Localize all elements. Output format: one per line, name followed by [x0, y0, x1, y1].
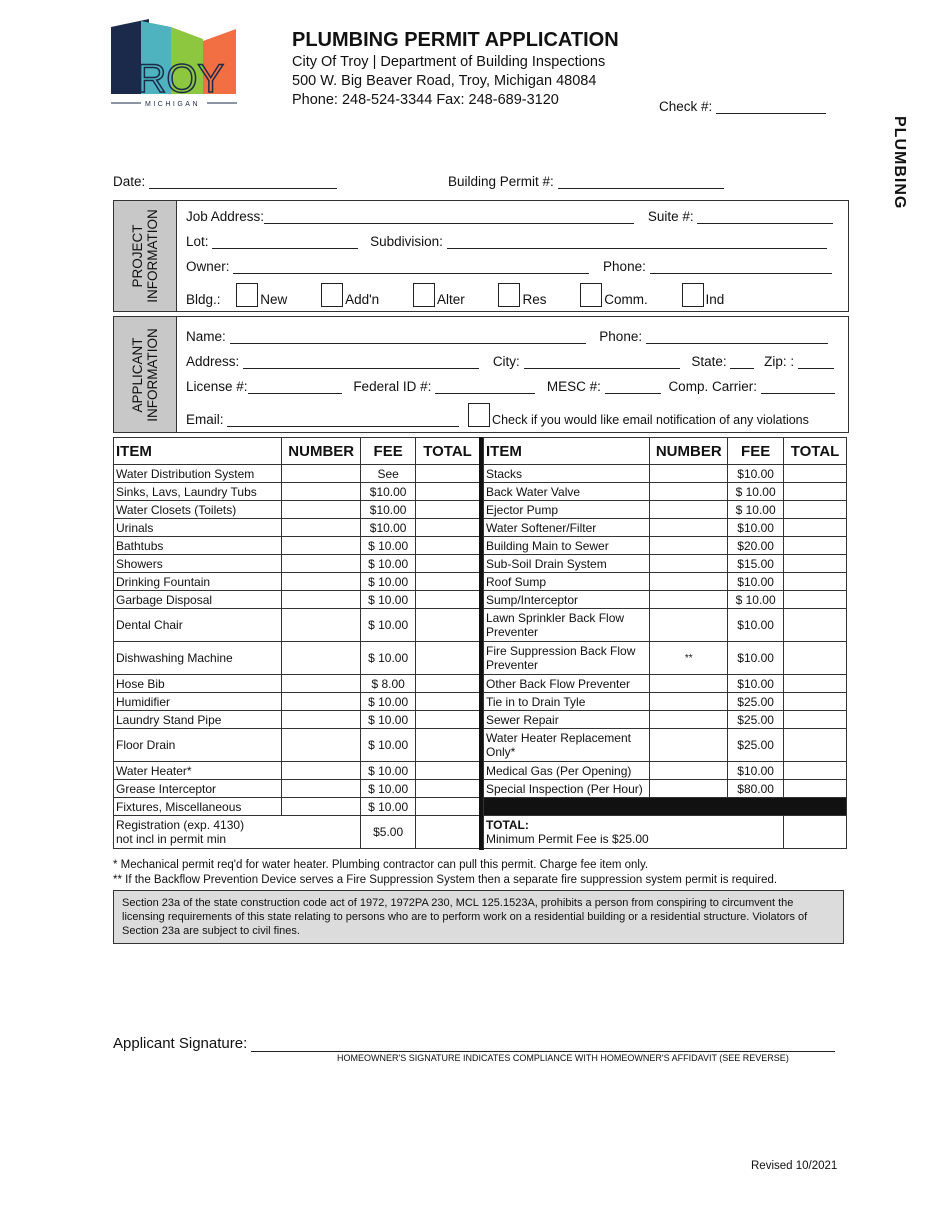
- bldg-new-label: New: [260, 292, 288, 307]
- page-title: PLUMBING PERMIT APPLICATION: [292, 29, 619, 51]
- table-row: [484, 729, 847, 762]
- header-fee: FEE: [728, 438, 784, 465]
- fee-cell: $10.00: [361, 519, 416, 537]
- building-permit-field: [448, 174, 724, 189]
- footnotes: [113, 858, 873, 888]
- fee-cell: See: [361, 465, 416, 483]
- header-item: ITEM: [114, 438, 282, 465]
- registration-cell: [114, 816, 361, 849]
- table-row: [114, 693, 480, 711]
- bldg-row: [186, 283, 724, 307]
- fee-table-left-wrap: [113, 437, 480, 849]
- fee-cell: $10.00: [361, 501, 416, 519]
- fee-cell: $ 10.00: [361, 780, 416, 798]
- number-cell[interactable]: [282, 501, 361, 519]
- item-cell: Special Inspection (Per Hour): [484, 780, 650, 798]
- table-row: [484, 555, 847, 573]
- item-cell: Garbage Disposal: [114, 591, 282, 609]
- bldg-addn-checkbox[interactable]: [321, 283, 343, 307]
- bldg-label: Bldg.:: [186, 292, 221, 307]
- number-cell[interactable]: [650, 609, 728, 642]
- number-cell[interactable]: [282, 711, 361, 729]
- owner-input[interactable]: [233, 259, 589, 274]
- fee-cell: $ 10.00: [728, 483, 784, 501]
- table-row: [114, 465, 480, 483]
- number-cell[interactable]: [282, 519, 361, 537]
- signature-field: [113, 1035, 835, 1052]
- table-row: [484, 591, 847, 609]
- date-input[interactable]: [149, 174, 337, 189]
- table-row: [484, 609, 847, 642]
- item-cell: Fire Suppression Back Flow Preventer: [484, 642, 650, 675]
- number-cell[interactable]: [282, 465, 361, 483]
- fee-cell: $ 8.00: [361, 675, 416, 693]
- item-cell: Ejector Pump: [484, 501, 650, 519]
- total-cell[interactable]: [416, 762, 480, 780]
- item-cell: Laundry Stand Pipe: [114, 711, 282, 729]
- total-cell[interactable]: [784, 762, 847, 780]
- number-cell[interactable]: [650, 519, 728, 537]
- footnote-2: ** If the Backflow Prevention Device serves a Fire Suppression System then a separate fire suppression system permit is required.: [113, 874, 778, 886]
- number-cell[interactable]: [650, 483, 728, 501]
- applicant-phone-input[interactable]: [646, 329, 828, 344]
- number-cell[interactable]: [650, 591, 728, 609]
- total-cell[interactable]: [416, 519, 480, 537]
- table-row: [114, 780, 480, 798]
- email-input[interactable]: [227, 412, 459, 427]
- total-cell[interactable]: [416, 780, 480, 798]
- job-address-label: Job Address:: [186, 209, 265, 224]
- project-label-1: PROJECT: [130, 224, 145, 288]
- applicant-address-label: Address:: [186, 354, 240, 369]
- applicant-zip-input[interactable]: [798, 354, 834, 369]
- bldg-comm-label: Comm.: [604, 292, 648, 307]
- applicant-name-input[interactable]: [230, 329, 586, 344]
- blackout-row: [484, 798, 847, 816]
- table-row: [114, 762, 480, 780]
- total-cell[interactable]: [416, 711, 480, 729]
- table-row: [484, 573, 847, 591]
- total-cell[interactable]: [416, 675, 480, 693]
- item-cell: Urinals: [114, 519, 282, 537]
- fee-table-left: [113, 437, 480, 849]
- applicant-state-label: State:: [691, 354, 727, 369]
- total-cell[interactable]: [784, 642, 847, 675]
- owner-label: Owner:: [186, 259, 230, 274]
- item-cell: Sinks, Lavs, Laundry Tubs: [114, 483, 282, 501]
- bldg-new-checkbox[interactable]: [236, 283, 258, 307]
- header-total: TOTAL: [416, 438, 480, 465]
- project-side-label: [114, 201, 177, 311]
- item-cell: Grease Interceptor: [114, 780, 282, 798]
- fee-cell: $10.00: [728, 573, 784, 591]
- total-cell[interactable]: [416, 609, 480, 642]
- table-row: [114, 642, 480, 675]
- header-total: TOTAL: [784, 438, 847, 465]
- number-cell[interactable]: [282, 780, 361, 798]
- job-address-input[interactable]: [264, 209, 634, 224]
- building-permit-input[interactable]: [558, 174, 724, 189]
- fee-cell: $80.00: [728, 780, 784, 798]
- item-cell: Dental Chair: [114, 609, 282, 642]
- applicant-zip-label: Zip: :: [764, 354, 795, 369]
- item-cell: Sump/Interceptor: [484, 591, 650, 609]
- table-row: [484, 483, 847, 501]
- applicant-side-label: [114, 317, 177, 432]
- table-row: [484, 762, 847, 780]
- total-row: [484, 816, 847, 849]
- total-cell[interactable]: [784, 519, 847, 537]
- fee-cell: $25.00: [728, 693, 784, 711]
- fee-cell: $ 10.00: [728, 501, 784, 519]
- logo-michigan: MICHIGAN: [145, 101, 200, 108]
- number-cell[interactable]: [650, 729, 728, 762]
- applicant-label-1: APPLICANT: [130, 336, 145, 413]
- table-row: [484, 501, 847, 519]
- email-notification-label: Check if you would like email notification of any violations: [492, 413, 809, 427]
- header-fee: FEE: [361, 438, 416, 465]
- number-cell[interactable]: [650, 555, 728, 573]
- fee-cell: $ 10.00: [361, 798, 416, 816]
- table-row: [484, 465, 847, 483]
- item-cell: Floor Drain: [114, 729, 282, 762]
- item-cell: Showers: [114, 555, 282, 573]
- item-cell: Back Water Valve: [484, 483, 650, 501]
- total-cell[interactable]: [416, 591, 480, 609]
- item-cell: Water Heater*: [114, 762, 282, 780]
- item-cell: Water Distribution System: [114, 465, 282, 483]
- applicant-license-row: [186, 379, 835, 394]
- table-row: [114, 798, 480, 816]
- header-number: NUMBER: [650, 438, 728, 465]
- fee-cell: $10.00: [728, 609, 784, 642]
- total-cell[interactable]: [416, 693, 480, 711]
- check-input[interactable]: [716, 99, 826, 114]
- number-cell[interactable]: [282, 591, 361, 609]
- fee-cell: $ 10.00: [361, 762, 416, 780]
- check-field: [659, 99, 826, 114]
- total-cell[interactable]: [784, 591, 847, 609]
- suite-input[interactable]: [697, 209, 833, 224]
- bldg-comm-checkbox[interactable]: [580, 283, 602, 307]
- number-cell[interactable]: [650, 501, 728, 519]
- troy-logo: [111, 19, 237, 109]
- table-row: [114, 519, 480, 537]
- total-cell[interactable]: [784, 465, 847, 483]
- table-row: [114, 537, 480, 555]
- applicant-city-label: City:: [492, 354, 520, 369]
- table-row: [484, 780, 847, 798]
- fee-cell: $25.00: [728, 711, 784, 729]
- item-cell: Stacks: [484, 465, 650, 483]
- email-notification-checkbox[interactable]: [468, 403, 490, 427]
- number-cell[interactable]: [282, 483, 361, 501]
- total-cell[interactable]: [784, 483, 847, 501]
- table-row: [114, 729, 480, 762]
- fee-table-right: [483, 437, 847, 849]
- item-cell: Other Back Flow Preventer: [484, 675, 650, 693]
- number-cell[interactable]: [282, 798, 361, 816]
- fee-cell: $ 10.00: [361, 642, 416, 675]
- bldg-res-label: Res: [522, 292, 547, 307]
- applicant-email-row: [186, 403, 809, 427]
- dept-address: 500 W. Big Beaver Road, Troy, Michigan 48084: [292, 73, 597, 89]
- item-cell: Humidifier: [114, 693, 282, 711]
- fee-cell: $10.00: [728, 465, 784, 483]
- table-row: [114, 591, 480, 609]
- total-cell[interactable]: [784, 729, 847, 762]
- bldg-ind-label: Ind: [705, 292, 725, 307]
- total-cell[interactable]: [784, 501, 847, 519]
- item-cell: Water Softener/Filter: [484, 519, 650, 537]
- item-cell: Sub-Soil Drain System: [484, 555, 650, 573]
- footnote-1: * Mechanical permit req'd for water heater. Plumbing contractor can pull this permit. Charge fee item only.: [113, 859, 649, 871]
- registration-row: [114, 816, 480, 849]
- applicant-name-label: Name:: [186, 329, 226, 344]
- total-cell[interactable]: [416, 798, 480, 816]
- total-cell[interactable]: [784, 780, 847, 798]
- total-cell[interactable]: [416, 573, 480, 591]
- registration-text-1: Registration (exp. 4130): [116, 818, 245, 832]
- table-row: [484, 693, 847, 711]
- item-cell: Bathtubs: [114, 537, 282, 555]
- subdivision-input[interactable]: [447, 234, 827, 249]
- legal-notice: Section 23a of the state construction code act of 1972, 1972PA 230, MCL 125.1523A, prohibits a person from conspiring to circumvent the licensing requirements of this state relating to persons who are to perform work on a residential building or a residential structure. Violators of Section 23a are subject to civil fines.: [113, 890, 844, 944]
- lot-input[interactable]: [212, 234, 358, 249]
- fee-cell: $10.00: [728, 675, 784, 693]
- mesc-label: MESC #:: [546, 379, 601, 394]
- date-field: [113, 174, 337, 189]
- fee-cell: $20.00: [728, 537, 784, 555]
- total-cell[interactable]: [784, 573, 847, 591]
- total-cell[interactable]: [784, 609, 847, 642]
- signature-note: HOMEOWNER'S SIGNATURE INDICATES COMPLIANCE WITH HOMEOWNER'S AFFIDAVIT (SEE REVERSE): [337, 1053, 789, 1063]
- fee-cell: $ 10.00: [361, 555, 416, 573]
- applicant-address-row: [186, 354, 834, 369]
- comp-carrier-label: Comp. Carrier:: [668, 379, 757, 394]
- mesc-input[interactable]: [605, 379, 661, 394]
- number-cell[interactable]: [282, 693, 361, 711]
- signature-label: Applicant Signature:: [113, 1035, 248, 1052]
- table-row: [114, 501, 480, 519]
- registration-text-2: not incl in permit min: [116, 832, 227, 846]
- number-cell[interactable]: [650, 711, 728, 729]
- fee-cell: $10.00: [728, 519, 784, 537]
- fee-cell: $ 10.00: [361, 711, 416, 729]
- date-label: Date:: [113, 174, 146, 189]
- table-header-row: [484, 438, 847, 465]
- fee-cell: $ 10.00: [361, 729, 416, 762]
- revised-date: Revised 10/2021: [751, 1160, 838, 1172]
- minimum-fee-note: Minimum Permit Fee is $25.00: [486, 832, 649, 846]
- applicant-information-section: [113, 316, 849, 433]
- license-input[interactable]: [248, 379, 342, 394]
- fee-cell: $10.00: [728, 642, 784, 675]
- table-row: [114, 609, 480, 642]
- project-information-section: [113, 200, 849, 312]
- fee-cell: $ 10.00: [361, 693, 416, 711]
- table-row: [114, 483, 480, 501]
- item-cell: Roof Sump: [484, 573, 650, 591]
- grand-total-cell[interactable]: [784, 816, 847, 849]
- number-cell[interactable]: [650, 573, 728, 591]
- total-cell[interactable]: [784, 675, 847, 693]
- number-cell[interactable]: [282, 762, 361, 780]
- number-cell[interactable]: [650, 675, 728, 693]
- table-row: [484, 519, 847, 537]
- dept-name: City Of Troy | Department of Building Inspections: [292, 54, 606, 70]
- owner-phone-label: Phone:: [603, 259, 646, 274]
- applicant-name-row: [186, 329, 828, 344]
- total-cell[interactable]: [416, 729, 480, 762]
- fee-cell: $25.00: [728, 729, 784, 762]
- header-number: NUMBER: [282, 438, 361, 465]
- fee-cell: $10.00: [728, 762, 784, 780]
- number-cell[interactable]: [650, 780, 728, 798]
- item-cell: Sewer Repair: [484, 711, 650, 729]
- side-tab-plumbing: PLUMBING: [891, 116, 908, 210]
- item-cell: Water Closets (Toilets): [114, 501, 282, 519]
- owner-phone-input[interactable]: [650, 259, 832, 274]
- total-cell[interactable]: [784, 555, 847, 573]
- suite-label: Suite #:: [647, 209, 694, 224]
- bldg-addn-label: Add'n: [345, 292, 380, 307]
- total-label: TOTAL:: [486, 818, 529, 832]
- item-cell: Fixtures, Miscellaneous: [114, 798, 282, 816]
- table-row: [484, 537, 847, 555]
- table-row: [114, 573, 480, 591]
- bldg-res-checkbox[interactable]: [498, 283, 520, 307]
- project-label-2: INFORMATION: [145, 209, 160, 303]
- table-row: [484, 642, 847, 675]
- number-cell[interactable]: [282, 573, 361, 591]
- number-cell[interactable]: [282, 555, 361, 573]
- bldg-alter-checkbox[interactable]: [413, 283, 435, 307]
- number-cell[interactable]: [650, 537, 728, 555]
- job-address-row: [186, 209, 833, 224]
- item-cell: Lawn Sprinkler Back Flow Preventer: [484, 609, 650, 642]
- number-cell[interactable]: [282, 609, 361, 642]
- total-cell[interactable]: [416, 465, 480, 483]
- fee-cell: $ 10.00: [728, 591, 784, 609]
- total-label-cell: [484, 816, 784, 849]
- fee-cell: $15.00: [728, 555, 784, 573]
- item-cell: Tie in to Drain Tyle: [484, 693, 650, 711]
- check-label: Check #:: [659, 99, 713, 114]
- fee-cell: $ 10.00: [361, 573, 416, 591]
- total-cell[interactable]: [416, 555, 480, 573]
- fee-table-right-wrap: [483, 437, 847, 849]
- header-item: ITEM: [484, 438, 650, 465]
- item-cell: Water Heater Replacement Only*: [484, 729, 650, 762]
- number-cell[interactable]: [282, 537, 361, 555]
- troy-logo-graphic: [111, 19, 237, 109]
- item-cell: Drinking Fountain: [114, 573, 282, 591]
- item-cell: Medical Gas (Per Opening): [484, 762, 650, 780]
- total-cell[interactable]: [416, 483, 480, 501]
- building-permit-label: Building Permit #:: [448, 174, 554, 189]
- applicant-label-2: INFORMATION: [145, 327, 160, 422]
- applicant-phone-label: Phone:: [599, 329, 643, 344]
- table-header-row: [114, 438, 480, 465]
- total-cell[interactable]: [784, 537, 847, 555]
- license-label: License #:: [186, 379, 248, 394]
- number-cell[interactable]: [650, 465, 728, 483]
- dept-phone: Phone: 248-524-3344 Fax: 248-689-3120: [292, 92, 559, 108]
- table-row: [484, 675, 847, 693]
- bldg-ind-checkbox[interactable]: [682, 283, 704, 307]
- lot-row: [186, 234, 827, 249]
- logo-letters: TROY: [113, 57, 225, 101]
- lot-label: Lot:: [186, 234, 209, 249]
- total-cell[interactable]: [784, 711, 847, 729]
- number-cell[interactable]: [282, 729, 361, 762]
- item-cell: Hose Bib: [114, 675, 282, 693]
- applicant-city-input[interactable]: [524, 354, 680, 369]
- owner-row: [186, 259, 832, 274]
- table-row: [114, 675, 480, 693]
- total-cell[interactable]: [784, 693, 847, 711]
- table-row: [114, 555, 480, 573]
- fee-cell: $ 10.00: [361, 609, 416, 642]
- federal-id-label: Federal ID #:: [353, 379, 432, 394]
- total-cell[interactable]: [416, 642, 480, 675]
- comp-carrier-input[interactable]: [761, 379, 835, 394]
- number-cell[interactable]: **: [650, 642, 728, 675]
- fee-cell: $ 10.00: [361, 537, 416, 555]
- applicant-state-input[interactable]: [730, 354, 754, 369]
- number-cell[interactable]: [650, 762, 728, 780]
- applicant-address-input[interactable]: [243, 354, 479, 369]
- number-cell[interactable]: [282, 675, 361, 693]
- total-cell[interactable]: [416, 501, 480, 519]
- table-row: [484, 711, 847, 729]
- item-cell: Dishwashing Machine: [114, 642, 282, 675]
- registration-fee: $5.00: [361, 816, 416, 849]
- fee-cell: $10.00: [361, 483, 416, 501]
- total-cell[interactable]: [416, 537, 480, 555]
- number-cell[interactable]: [282, 642, 361, 675]
- table-row: [114, 711, 480, 729]
- item-cell: Building Main to Sewer: [484, 537, 650, 555]
- bldg-alter-label: Alter: [436, 292, 465, 307]
- federal-id-input[interactable]: [435, 379, 535, 394]
- signature-input[interactable]: [251, 1035, 835, 1052]
- number-cell[interactable]: [650, 693, 728, 711]
- registration-total[interactable]: [416, 816, 480, 849]
- email-label: Email:: [186, 412, 224, 427]
- subdivision-label: Subdivision:: [370, 234, 443, 249]
- blackout-cell: [484, 798, 847, 816]
- fee-cell: $ 10.00: [361, 591, 416, 609]
